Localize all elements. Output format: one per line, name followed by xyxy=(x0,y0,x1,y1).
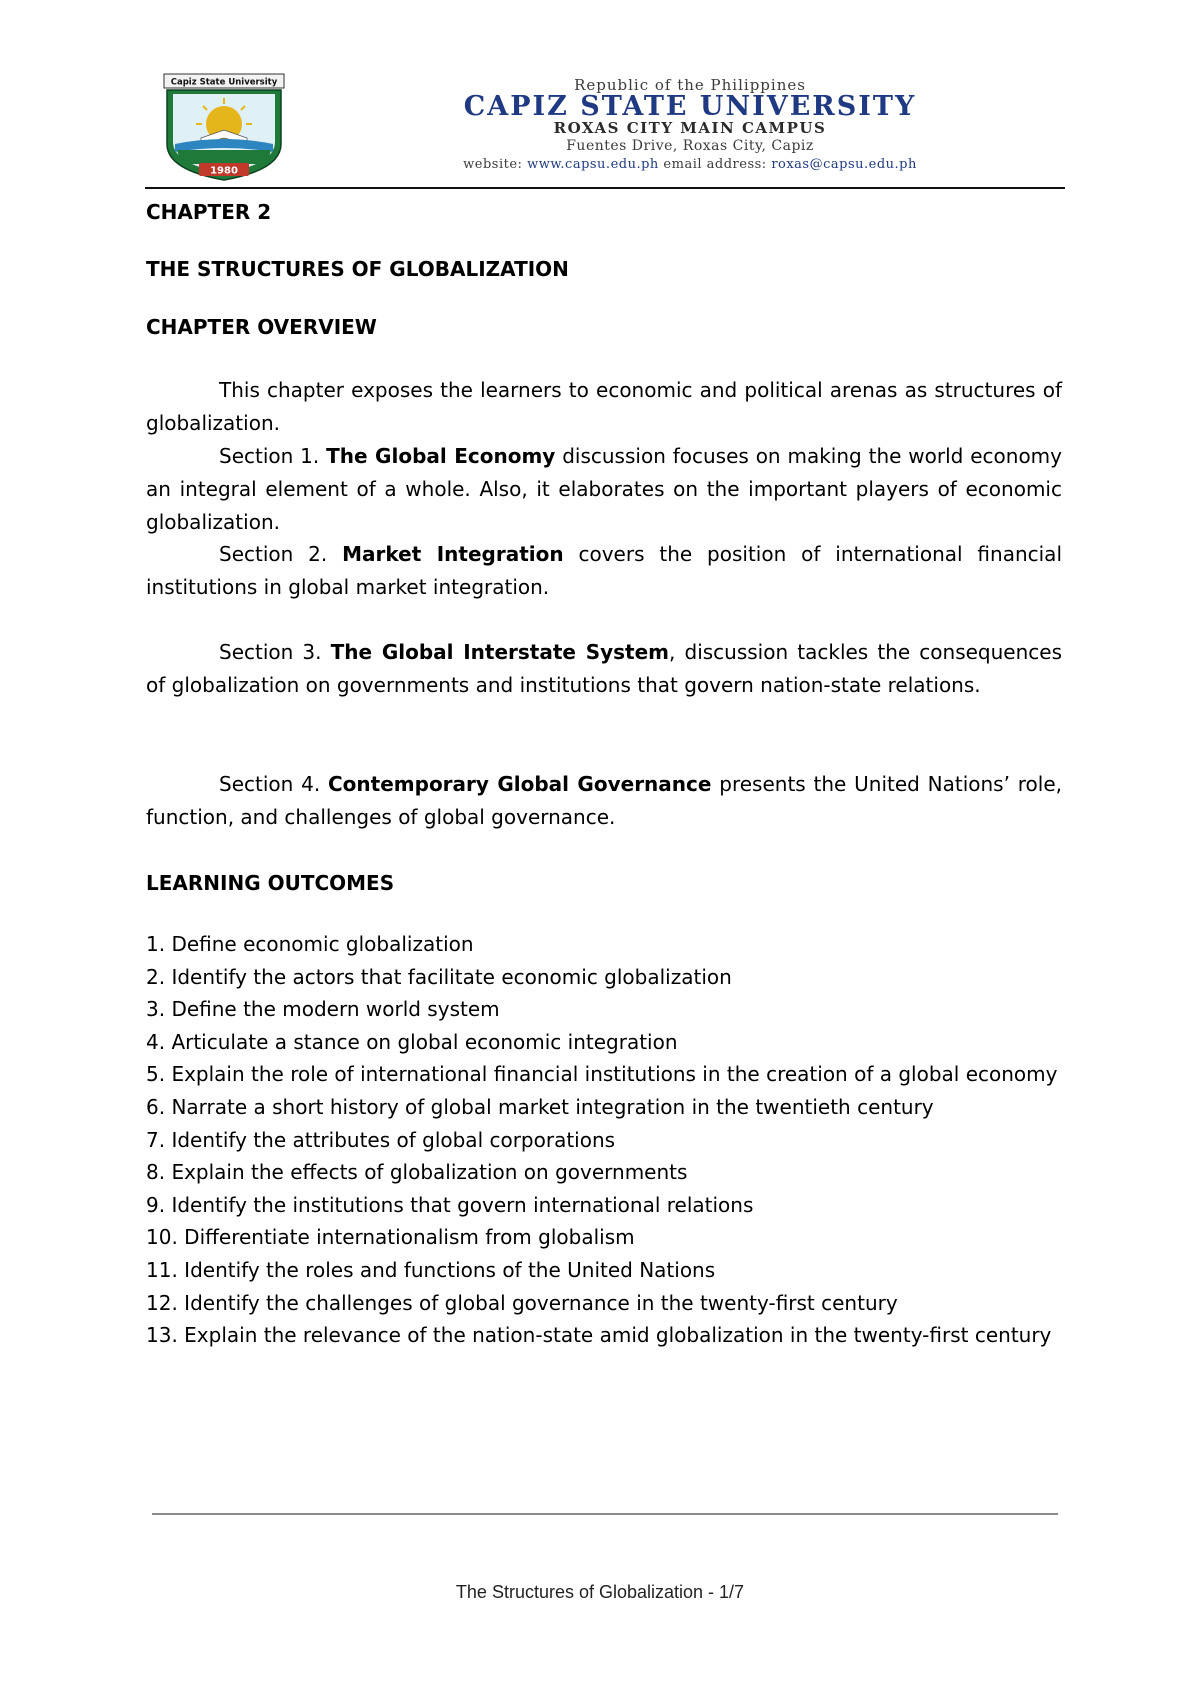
letterhead-republic: Republic of the Philippines xyxy=(574,76,806,94)
section-3-name: The Global Interstate System xyxy=(330,640,670,664)
section-2-text: covers the position of international financial institutions in global market integration. xyxy=(146,542,1062,599)
letterhead-campus: ROXAS CITY MAIN CAMPUS xyxy=(553,119,827,137)
svg-text:Capiz State University: Capiz State University xyxy=(170,77,278,88)
section-4-paragraph xyxy=(146,768,1062,834)
list-item: 12. Identify the challenges of global governance in the twenty-first century xyxy=(146,1290,898,1315)
list-item: 6. Narrate a short history of global market integration in the twentieth century xyxy=(146,1094,934,1119)
section-4-prefix: Section 4. xyxy=(219,772,328,796)
list-item: 3. Define the modern world system xyxy=(146,997,500,1022)
section-1-prefix: Section 1. xyxy=(219,444,327,468)
list-item: 4. Articulate a stance on global economic integration xyxy=(146,1029,678,1054)
list-item: 1. Define economic globalization xyxy=(146,932,474,956)
email-label: email address: xyxy=(663,157,767,172)
overview-heading: CHAPTER OVERVIEW xyxy=(146,315,377,339)
section-2-name: Market Integration xyxy=(342,542,564,566)
section-1-paragraph xyxy=(146,440,1062,539)
list-item: 2. Identify the actors that facilitate economic globalization xyxy=(146,964,732,989)
list-item: 7. Identify the attributes of global corporations xyxy=(146,1127,616,1152)
list-item: 8. Explain the effects of globalization on governments xyxy=(146,1160,688,1185)
learning-outcomes-list xyxy=(146,928,1062,1352)
chapter-title: THE STRUCTURES OF GLOBALIZATION xyxy=(146,257,569,281)
university-seal-logo xyxy=(163,72,285,184)
list-item: 10. Differentiate internationalism from globalism xyxy=(146,1225,635,1250)
section-3-paragraph xyxy=(146,636,1062,702)
section-3-text: , discussion tackles the consequences of globalization on governments and institutions that govern nation-state relations. xyxy=(146,640,1062,697)
section-2-paragraph xyxy=(146,538,1062,604)
section-3-prefix: Section 3. xyxy=(219,640,331,664)
page-footer: The Structures of Globalization - 1/7 xyxy=(455,1582,745,1602)
letterhead-university-name: CAPIZ STATE UNIVERSITY xyxy=(463,91,917,122)
email-link[interactable]: roxas@capsu.edu.ph xyxy=(771,157,917,172)
section-4-name: Contemporary Global Governance xyxy=(328,772,712,796)
letterhead-address: Fuentes Drive, Roxas City, Capiz xyxy=(566,138,814,154)
overview-intro: This chapter exposes the learners to economic and political arenas as structures of globalization. xyxy=(146,378,1062,435)
outcomes-heading: LEARNING OUTCOMES xyxy=(146,871,395,895)
list-item: 13. Explain the relevance of the nation-state amid globalization in the twenty-first century xyxy=(146,1323,1052,1348)
svg-text:1980: 1980 xyxy=(210,165,238,177)
section-4-text: presents the United Nations’ role, function, and challenges of global governance. xyxy=(146,772,1062,829)
header-divider xyxy=(145,187,1065,189)
list-item: 5. Explain the role of international financial institutions in the creation of a global economy xyxy=(146,1062,1058,1087)
website-label: website: xyxy=(463,157,523,172)
website-link[interactable]: www.capsu.edu.ph xyxy=(527,157,659,172)
list-item: 9. Identify the institutions that govern international relations xyxy=(146,1192,754,1217)
letterhead-contact xyxy=(320,157,1060,172)
section-2-prefix: Section 2. xyxy=(219,542,343,566)
chapter-number: CHAPTER 2 xyxy=(146,200,272,224)
section-1-text: discussion focuses on making the world economy an integral element of a whole. Also, it elaborates on the important players of economic globalization. xyxy=(146,444,1062,534)
section-1-name: The Global Economy xyxy=(326,444,556,468)
list-item: 11. Identify the roles and functions of the United Nations xyxy=(146,1257,716,1282)
footer-divider xyxy=(152,1513,1058,1515)
